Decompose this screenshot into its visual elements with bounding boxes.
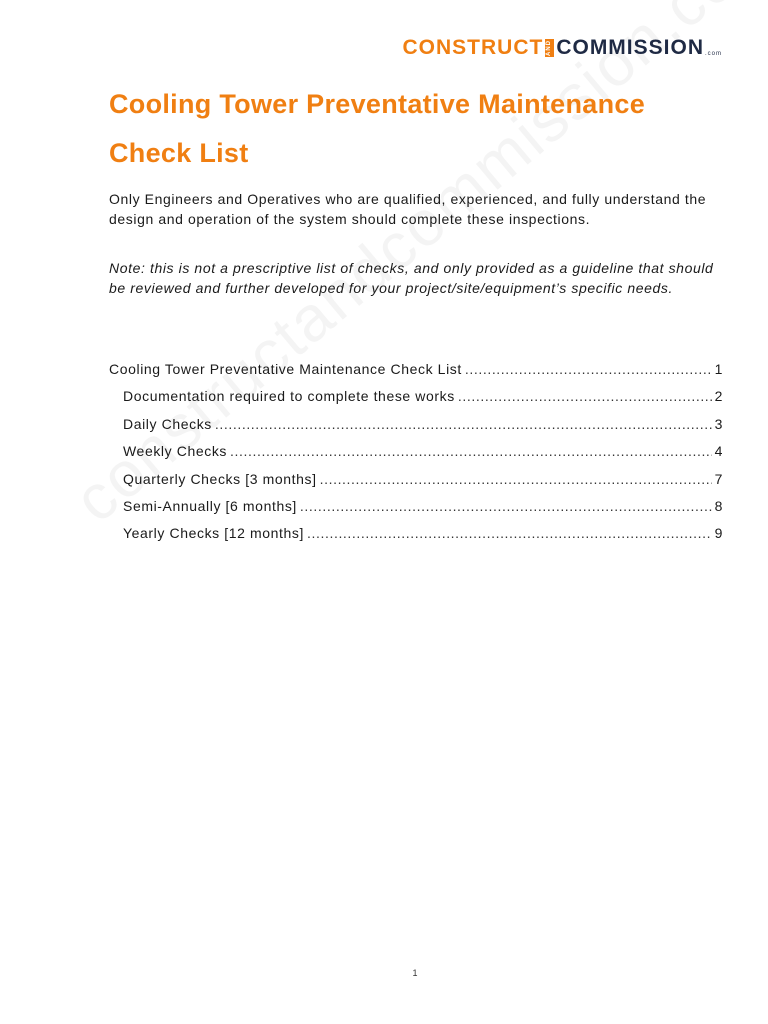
toc-entry[interactable] (109, 520, 723, 547)
toc-leader (230, 438, 712, 465)
note-paragraph: Note: this is not a prescriptive list of checks, and only provided as a guideline that should be reviewed and further developed for your project/site/equipment’s specific needs. (109, 260, 714, 296)
logo-and: AND (546, 40, 553, 56)
logo-commission: COMMISSION (556, 36, 704, 59)
toc-leader (300, 493, 712, 520)
toc-entry-label: Quarterly Checks [3 months] (123, 470, 317, 487)
logo-dotcom: .com (704, 51, 722, 57)
toc-entry-label: Yearly Checks [12 months] (123, 525, 305, 542)
page-title: Cooling Tower Preventative Maintenance Check List (109, 89, 646, 168)
toc-entry[interactable] (109, 466, 723, 493)
toc-entry[interactable] (109, 438, 723, 465)
toc-entry[interactable] (109, 383, 723, 410)
toc-leader (465, 356, 712, 383)
toc-entry-page: 8 (714, 497, 723, 514)
toc-entry-page: 3 (714, 415, 723, 432)
footer-page-number: 1 (412, 968, 418, 978)
toc-entry[interactable] (109, 356, 723, 383)
toc-entry-label: Semi-Annually [6 months] (123, 497, 297, 514)
toc-entry-page: 2 (714, 388, 723, 405)
toc-entry-page: 9 (714, 525, 723, 542)
toc-leader (307, 520, 712, 547)
logo-construct: CONSTRUCT (402, 36, 544, 59)
toc-entry-page: 1 (714, 361, 723, 377)
table-of-contents (109, 356, 723, 548)
toc-leader (215, 411, 712, 438)
toc-entry[interactable] (109, 493, 723, 520)
toc-entry-label: Daily Checks (123, 415, 212, 432)
toc-leader (320, 466, 712, 493)
intro-paragraph: Only Engineers and Operatives who are qualified, experienced, and fully understand the design and operation of the system should complete these inspections. (109, 191, 707, 227)
toc-entry[interactable] (109, 411, 723, 438)
toc-entry-label: Weekly Checks (123, 443, 228, 460)
toc-entry-label: Documentation required to complete these works (123, 388, 455, 405)
toc-entry-page: 7 (714, 470, 723, 487)
brand-logo (402, 36, 722, 60)
toc-entry-label: Cooling Tower Preventative Maintenance Check List (109, 361, 462, 377)
toc-entry-page: 4 (714, 443, 723, 460)
toc-leader (458, 383, 712, 410)
